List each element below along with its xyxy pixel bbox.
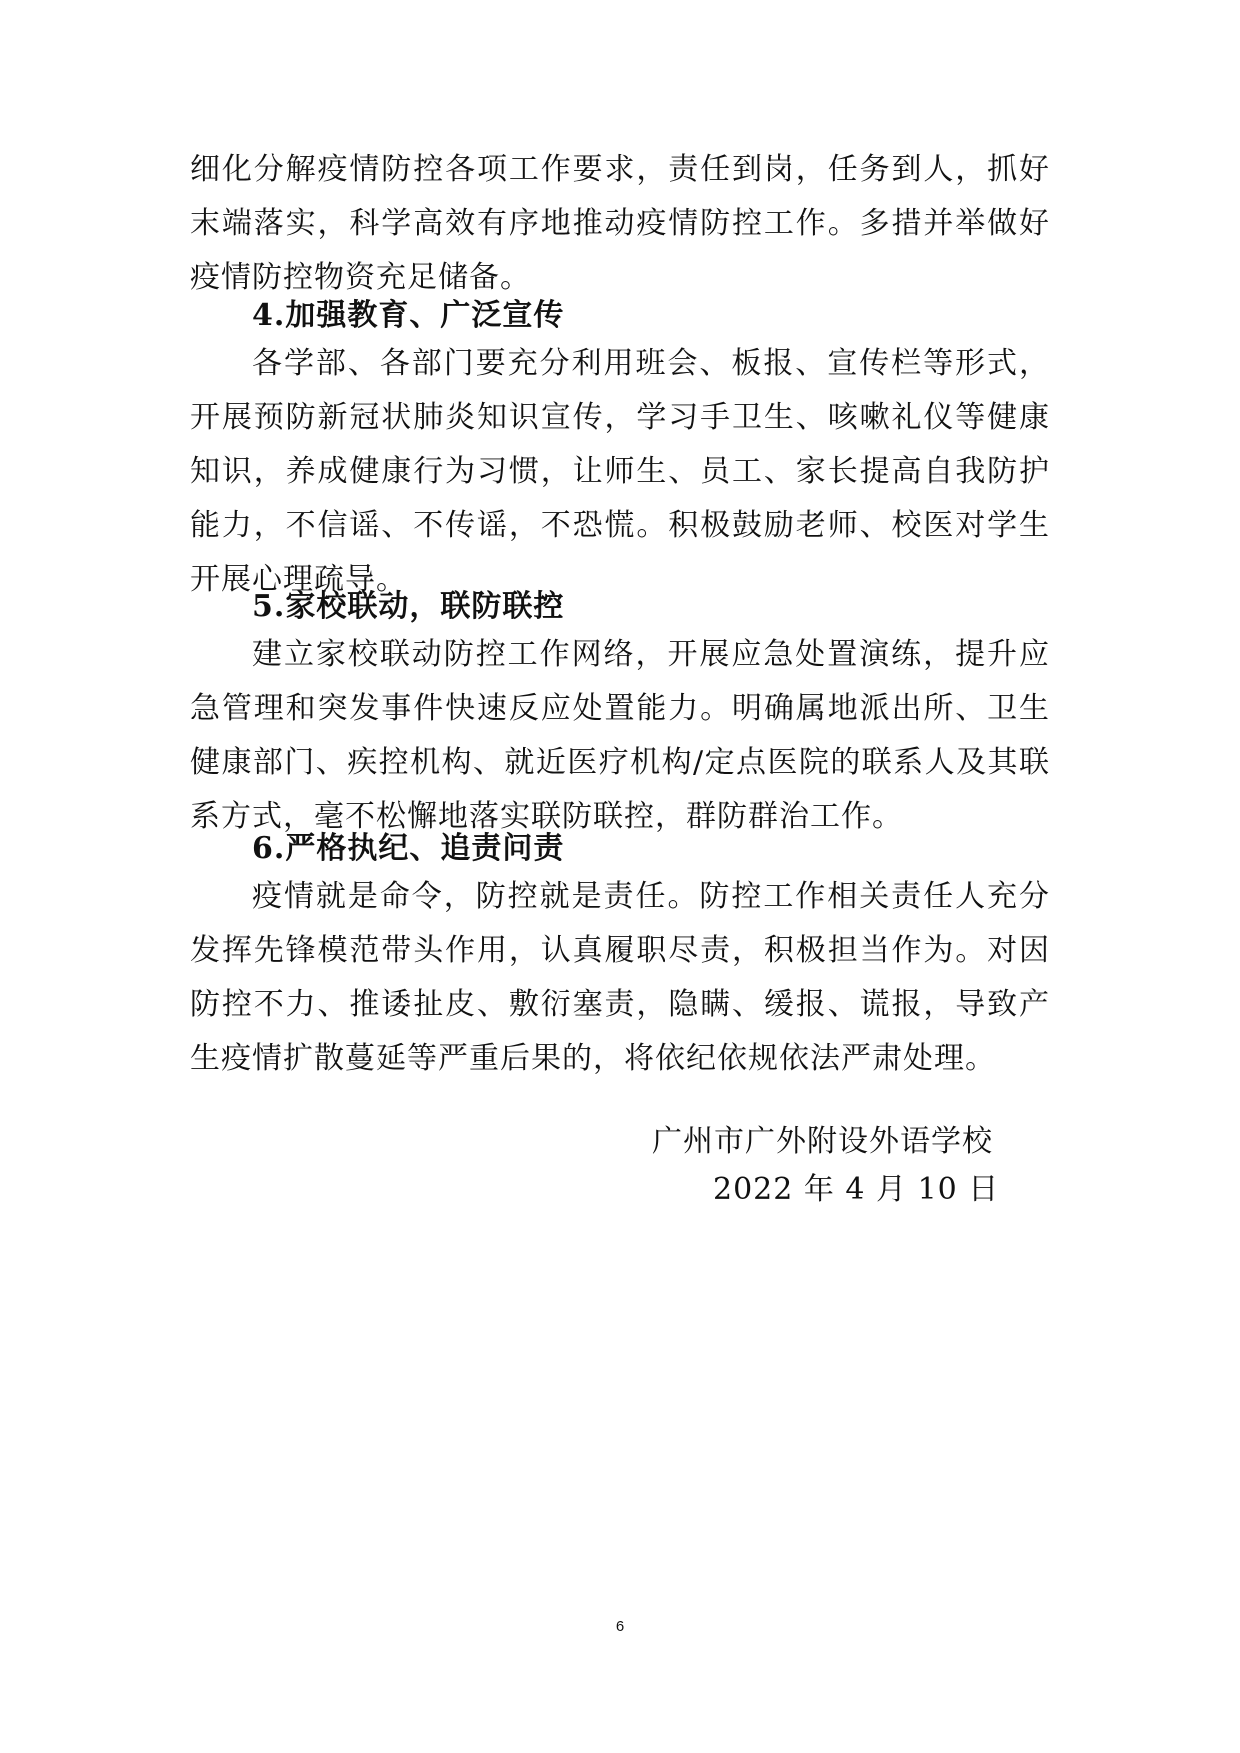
- section-heading-5: 5.家校联动，联防联控: [252, 589, 565, 624]
- paragraph-continuation: 细化分解疫情防控各项工作要求，责任到岗，任务到人，抓好末端落实，科学高效有序地推动疫情防控工作。多措并举做好疫情防控物资充足储备。: [190, 152, 1050, 295]
- section-heading-4: 4.加强教育、广泛宣传: [252, 298, 565, 333]
- paragraph-section-5: 建立家校联动防控工作网络，开展应急处置演练，提升应急管理和突发事件快速反应处置能力。明确属地派出所、卫生健康部门、疾控机构、就近医疗机构/定点医院的联系人及其联系方式，毫不松懈地落实联防联控，群防群治工作。: [190, 637, 1050, 834]
- section-heading-6: 6.严格执纪、追责问责: [252, 831, 565, 866]
- paragraph-section-4: 各学部、各部门要充分利用班会、板报、宣传栏等形式，开展预防新冠状肺炎知识宣传，学习手卫生、咳嗽礼仪等健康知识，养成健康行为习惯，让师生、员工、家长提高自我防护能力，不信谣、不传谣，不恐慌。积极鼓励老师、校医对学生开展心理疏导。: [190, 346, 1050, 597]
- signature-organization: 广州市广外附设外语学校: [652, 1124, 993, 1159]
- paragraph-section-6: 疫情就是命令，防控就是责任。防控工作相关责任人充分发挥先锋模范带头作用，认真履职尽责，积极担当作为。对因防控不力、推诿扯皮、敷衍塞责，隐瞒、缓报、谎报，导致产生疫情扩散蔓延等严重后果的，将依纪依规依法严肃处理。: [190, 879, 1050, 1076]
- signature-date: 2022 年 4 月 10 日: [713, 1172, 1000, 1207]
- page-number: 6: [615, 1618, 625, 1635]
